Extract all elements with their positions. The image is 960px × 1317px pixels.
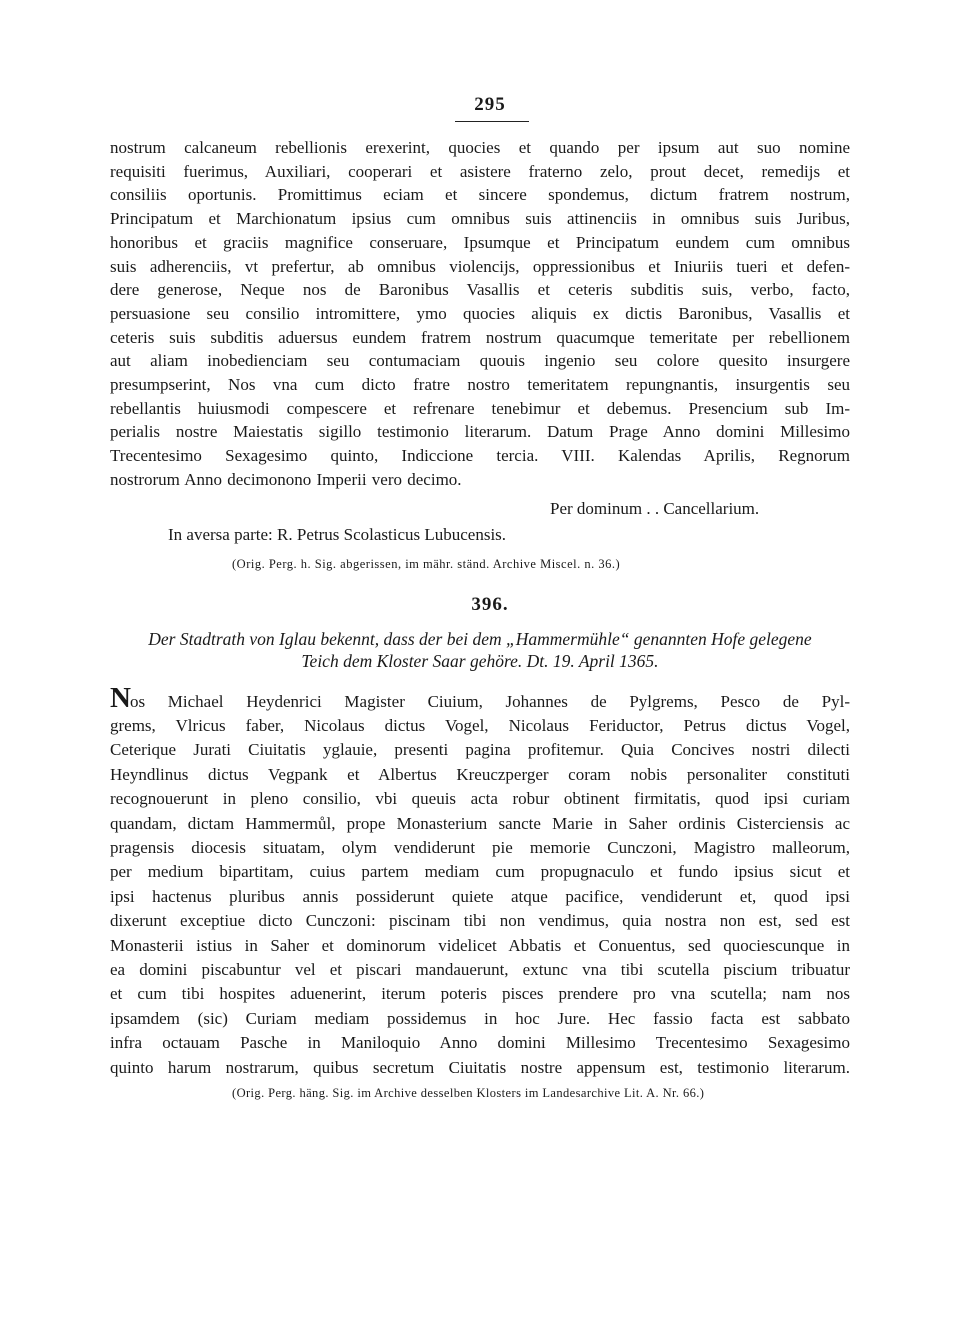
text-line: et cum tibi hospites aduenerint, iterum poteris pisces prendere pro vna scutella; nam nos	[110, 984, 850, 1004]
text-line: recognouerunt in pleno consilio, vbi queuis acta robur obtinent firmitatis, quod ipsi curiam	[110, 789, 850, 809]
text-line: Monasterii istius in Saher et dominorum videlicet Abbatis et Conuentus, sed quociescunque in	[110, 935, 850, 955]
text-line: honoribus et graciis magnifice conseruare, Ipsumque et Principatum eundem cum omnibus	[110, 232, 850, 252]
text-line: rebellantis huiusmodi compescere et refrenare tenebimur et debemus. Presencium sub Im-	[110, 398, 850, 418]
text-line: dere generose, Neque nos de Baronibus Vasallis et ceteris subditis suis, verbo, facto,	[110, 280, 850, 300]
document-page	[110, 95, 850, 1101]
text-line: suis adherenciis, vt prefertur, ab omnibus violencijs, oppressionibus et Iniuriis tueri et defen-	[110, 256, 850, 276]
text-line: presumpserint, Nos vna cum dicto fratre nostro temeritatem repungnantis, insurgentis seu	[110, 375, 850, 395]
continuation-text	[110, 136, 850, 492]
text-line: consiliis oportunis. Promittimus eciam et sincere spondemus, dictum fratrem nostrum,	[110, 185, 850, 205]
text-line: perialis nostre Maiestatis sigillo testimonio literarum. Datum Prage Anno domini Millesimo	[110, 422, 850, 442]
text-line: pragensis diocesis situatam, olym vendiderunt pie memorie Cunczoni, Magistro malleorum,	[110, 837, 850, 857]
text-line: quinto harum nostrarum, quibus secretum Ciuitatis nostre appensum est, testimonio literarum.	[110, 1057, 850, 1077]
text-line: ceteris suis subditis aduersus eundem fratrem nostrum quacumque temeritate per rebellionem	[110, 327, 850, 347]
document-number: 396.	[471, 593, 509, 615]
page-number-rule	[455, 121, 529, 122]
regest-line: Teich dem Kloster Saar gehöre. Dt. 19. April 1365.	[301, 650, 659, 671]
text-line: nostrorum Anno decimonono Imperii vero decimo.	[110, 469, 462, 489]
regest-line: Der Stadtrath von Iglau bekennt, dass der bei dem „Hammermühle“ genannten Hofe gelegene	[148, 628, 812, 649]
signature-in-aversa: In aversa parte: R. Petrus Scolasticus Lubucensis.	[168, 524, 507, 544]
text-line: Heyndlinus dictus Vegpank et Albertus Kreuczperger coram nobis personaliter constituti	[110, 764, 850, 784]
source-note: (Orig. Perg. h. Sig. abgerissen, im mähr. ständ. Archive Miscel. n. 36.)	[232, 556, 621, 571]
text-line: grems, Vlricus faber, Nicolaus dictus Vogel, Nicolaus Feriductor, Petrus dictus Vogel,	[110, 715, 850, 735]
initial-letter: N	[110, 681, 130, 714]
text-line: aut aliam inobedienciam seu contumaciam quouis ingenio seu colore quesito insurgere	[110, 351, 850, 371]
text-line: ipsamdem (sic) Curiam mediam possidemus in hoc Jure. Hec fassio facta est sabbato	[110, 1008, 850, 1028]
page-number: 295	[474, 94, 506, 115]
text-line: ipsi hactenus pluribus annis possiderunt quiete atque pacifice, vendiderunt et, quod ipsi	[110, 886, 850, 906]
text-line: Ceterique Jurati Ciuitatis yglauie, presenti pagina profitemur. Quia Concives nostri dilecti	[110, 740, 850, 760]
text-line: nostrum calcaneum rebellionis erexerint, quocies et quando per ipsum aut suo nomine	[110, 138, 850, 157]
text-line: per medium bipartitam, cuius partem mediam cum propugnaculo et fundo ipsius sicut et	[110, 862, 850, 882]
text-line	[110, 681, 850, 714]
document-regest	[110, 628, 850, 672]
text-line: ea domini piscabuntur vel et piscari mandauerunt, extunc vna tibi scutella piscium tribuatur	[110, 960, 850, 980]
text-line-rest: os Michael Heydenrici Magister Ciuium, Johannes de Pylgrems, Pesco de Pyl-	[129, 691, 850, 711]
text-line: Principatum et Marchionatum ipsius cum omnibus suis attinenciis in omnibus suis Juribus,	[110, 209, 850, 229]
text-line: Trecentesimo Sexagesimo quinto, Indiccione tercia. VIII. Kalendas Aprilis, Regnorum	[110, 446, 850, 466]
source-note: (Orig. Perg. häng. Sig. im Archive desselben Klosters im Landesarchive Lit. A. Nr. 66.)	[232, 1086, 705, 1101]
text-line: dixerunt exceptiue dicto Cunczoni: piscinam tibi non vendimus, quia nostra non est, sed est	[110, 911, 850, 931]
text-line: infra octauam Pasche in Maniloquio Anno domini Millesimo Trecentesimo Sexagesimo	[110, 1033, 850, 1053]
document-text	[110, 681, 850, 1081]
text-line: quandam, dictam Hammermůl, prope Monasterium sancte Marie in Saher ordinis Cisterciensis ac	[110, 813, 850, 833]
text-line: requisiti fuerimus, Auxiliari, cooperari et asistere fraterno zelo, prout decet, remedijs et	[110, 161, 850, 181]
text-line: persuasione seu consilio intromittere, ymo quocies aliquis ex dictis Baronibus, Vasallis et	[110, 303, 850, 323]
signature-per-dominum: Per dominum . . Cancellarium.	[550, 498, 760, 518]
